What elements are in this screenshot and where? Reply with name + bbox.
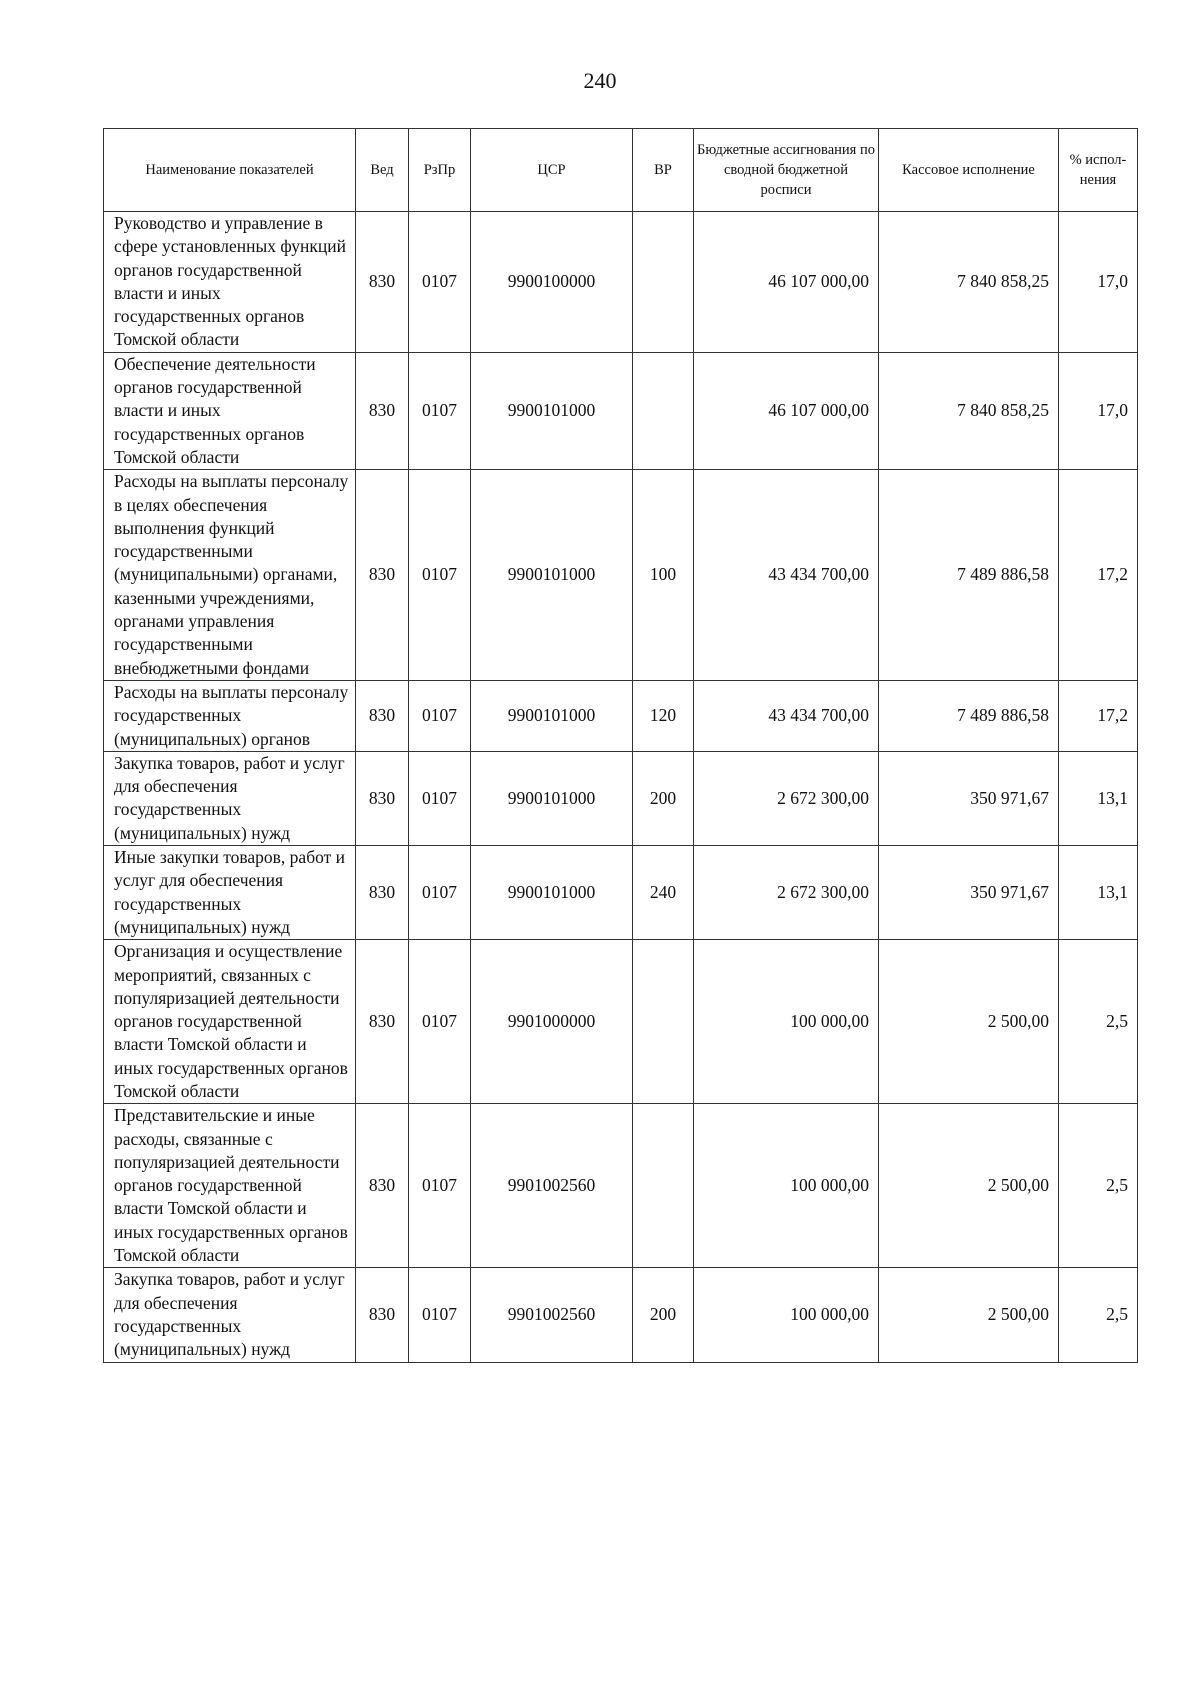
row-ved: 830 <box>356 940 409 1104</box>
row-budget: 2 672 300,00 <box>694 751 879 845</box>
row-name: Руководство и управление в сфере установленных функций органов государственной власти и иных государственных органов Томской области <box>104 212 356 353</box>
row-budget: 2 672 300,00 <box>694 846 879 940</box>
row-rzpr: 0107 <box>409 470 471 681</box>
header-budget: Бюджетные ассигнования по сводной бюджетной росписи <box>694 129 879 212</box>
row-name: Организация и осуществление мероприятий, связанных с популяризацией деятельности органов государственной власти Томской области и иных государственных органов Томской области <box>104 940 356 1104</box>
table-row <box>104 1104 1138 1268</box>
row-ved: 830 <box>356 680 409 751</box>
row-csr: 9901002560 <box>471 1104 633 1268</box>
budget-execution-table <box>103 128 1138 1363</box>
row-csr: 9900101000 <box>471 846 633 940</box>
table-row <box>104 352 1138 469</box>
row-csr: 9901000000 <box>471 940 633 1104</box>
row-ved: 830 <box>356 1268 409 1362</box>
row-vr <box>633 940 694 1104</box>
row-vr: 200 <box>633 1268 694 1362</box>
row-csr: 9900101000 <box>471 680 633 751</box>
row-csr: 9900100000 <box>471 212 633 353</box>
row-name: Иные закупки товаров, работ и услуг для обеспечения государственных (муниципальных) нужд <box>104 846 356 940</box>
header-ved: Вед <box>356 129 409 212</box>
row-vr: 240 <box>633 846 694 940</box>
row-percent: 17,2 <box>1059 470 1138 681</box>
row-percent: 2,5 <box>1059 1104 1138 1268</box>
row-csr: 9900101000 <box>471 470 633 681</box>
row-rzpr: 0107 <box>409 940 471 1104</box>
row-cash: 350 971,67 <box>879 751 1059 845</box>
row-cash: 7 489 886,58 <box>879 680 1059 751</box>
row-budget: 43 434 700,00 <box>694 470 879 681</box>
table-row <box>104 940 1138 1104</box>
row-percent: 13,1 <box>1059 846 1138 940</box>
row-budget: 46 107 000,00 <box>694 212 879 353</box>
row-percent: 13,1 <box>1059 751 1138 845</box>
row-csr: 9901002560 <box>471 1268 633 1362</box>
row-vr: 100 <box>633 470 694 681</box>
table-header-row <box>104 129 1138 212</box>
table-row <box>104 1268 1138 1362</box>
row-percent: 17,0 <box>1059 212 1138 353</box>
row-cash: 2 500,00 <box>879 1104 1059 1268</box>
row-rzpr: 0107 <box>409 212 471 353</box>
row-name: Закупка товаров, работ и услуг для обеспечения государственных (муниципальных) нужд <box>104 1268 356 1362</box>
table-row <box>104 680 1138 751</box>
row-vr <box>633 352 694 469</box>
row-rzpr: 0107 <box>409 846 471 940</box>
row-percent: 2,5 <box>1059 1268 1138 1362</box>
row-cash: 2 500,00 <box>879 1268 1059 1362</box>
header-rzpr: РзПр <box>409 129 471 212</box>
row-rzpr: 0107 <box>409 1268 471 1362</box>
row-budget: 43 434 700,00 <box>694 680 879 751</box>
row-percent: 17,2 <box>1059 680 1138 751</box>
row-vr <box>633 212 694 353</box>
header-name: Наименование показателей <box>104 129 356 212</box>
table-row <box>104 212 1138 353</box>
row-rzpr: 0107 <box>409 680 471 751</box>
row-ved: 830 <box>356 846 409 940</box>
row-ved: 830 <box>356 1104 409 1268</box>
row-name: Расходы на выплаты персоналу в целях обеспечения выполнения функций государственными (муниципальными) органами, казенными учреждениями, органами управления государственными внебюджетными фондами <box>104 470 356 681</box>
row-budget: 46 107 000,00 <box>694 352 879 469</box>
row-budget: 100 000,00 <box>694 1104 879 1268</box>
header-cash: Кассовое исполнение <box>879 129 1059 212</box>
row-ved: 830 <box>356 751 409 845</box>
row-ved: 830 <box>356 470 409 681</box>
row-name: Закупка товаров, работ и услуг для обеспечения государственных (муниципальных) нужд <box>104 751 356 845</box>
row-csr: 9900101000 <box>471 751 633 845</box>
row-rzpr: 0107 <box>409 1104 471 1268</box>
row-budget: 100 000,00 <box>694 940 879 1104</box>
table-row <box>104 751 1138 845</box>
row-name: Представительские и иные расходы, связанные с популяризацией деятельности органов государственной власти Томской области и иных государственных органов Томской области <box>104 1104 356 1268</box>
row-rzpr: 0107 <box>409 751 471 845</box>
row-cash: 2 500,00 <box>879 940 1059 1104</box>
row-percent: 2,5 <box>1059 940 1138 1104</box>
row-name: Расходы на выплаты персоналу государственных (муниципальных) органов <box>104 680 356 751</box>
table-row <box>104 470 1138 681</box>
row-ved: 830 <box>356 212 409 353</box>
row-name: Обеспечение деятельности органов государственной власти и иных государственных органов Томской области <box>104 352 356 469</box>
page-number: 240 <box>583 68 617 93</box>
row-budget: 100 000,00 <box>694 1268 879 1362</box>
table-row <box>104 846 1138 940</box>
row-cash: 7 840 858,25 <box>879 212 1059 353</box>
row-ved: 830 <box>356 352 409 469</box>
row-cash: 350 971,67 <box>879 846 1059 940</box>
row-cash: 7 840 858,25 <box>879 352 1059 469</box>
row-cash: 7 489 886,58 <box>879 470 1059 681</box>
row-vr <box>633 1104 694 1268</box>
row-vr: 120 <box>633 680 694 751</box>
row-vr: 200 <box>633 751 694 845</box>
header-percent: % испол-нения <box>1059 129 1138 212</box>
row-csr: 9900101000 <box>471 352 633 469</box>
header-csr: ЦСР <box>471 129 633 212</box>
row-percent: 17,0 <box>1059 352 1138 469</box>
row-rzpr: 0107 <box>409 352 471 469</box>
header-vr: ВР <box>633 129 694 212</box>
